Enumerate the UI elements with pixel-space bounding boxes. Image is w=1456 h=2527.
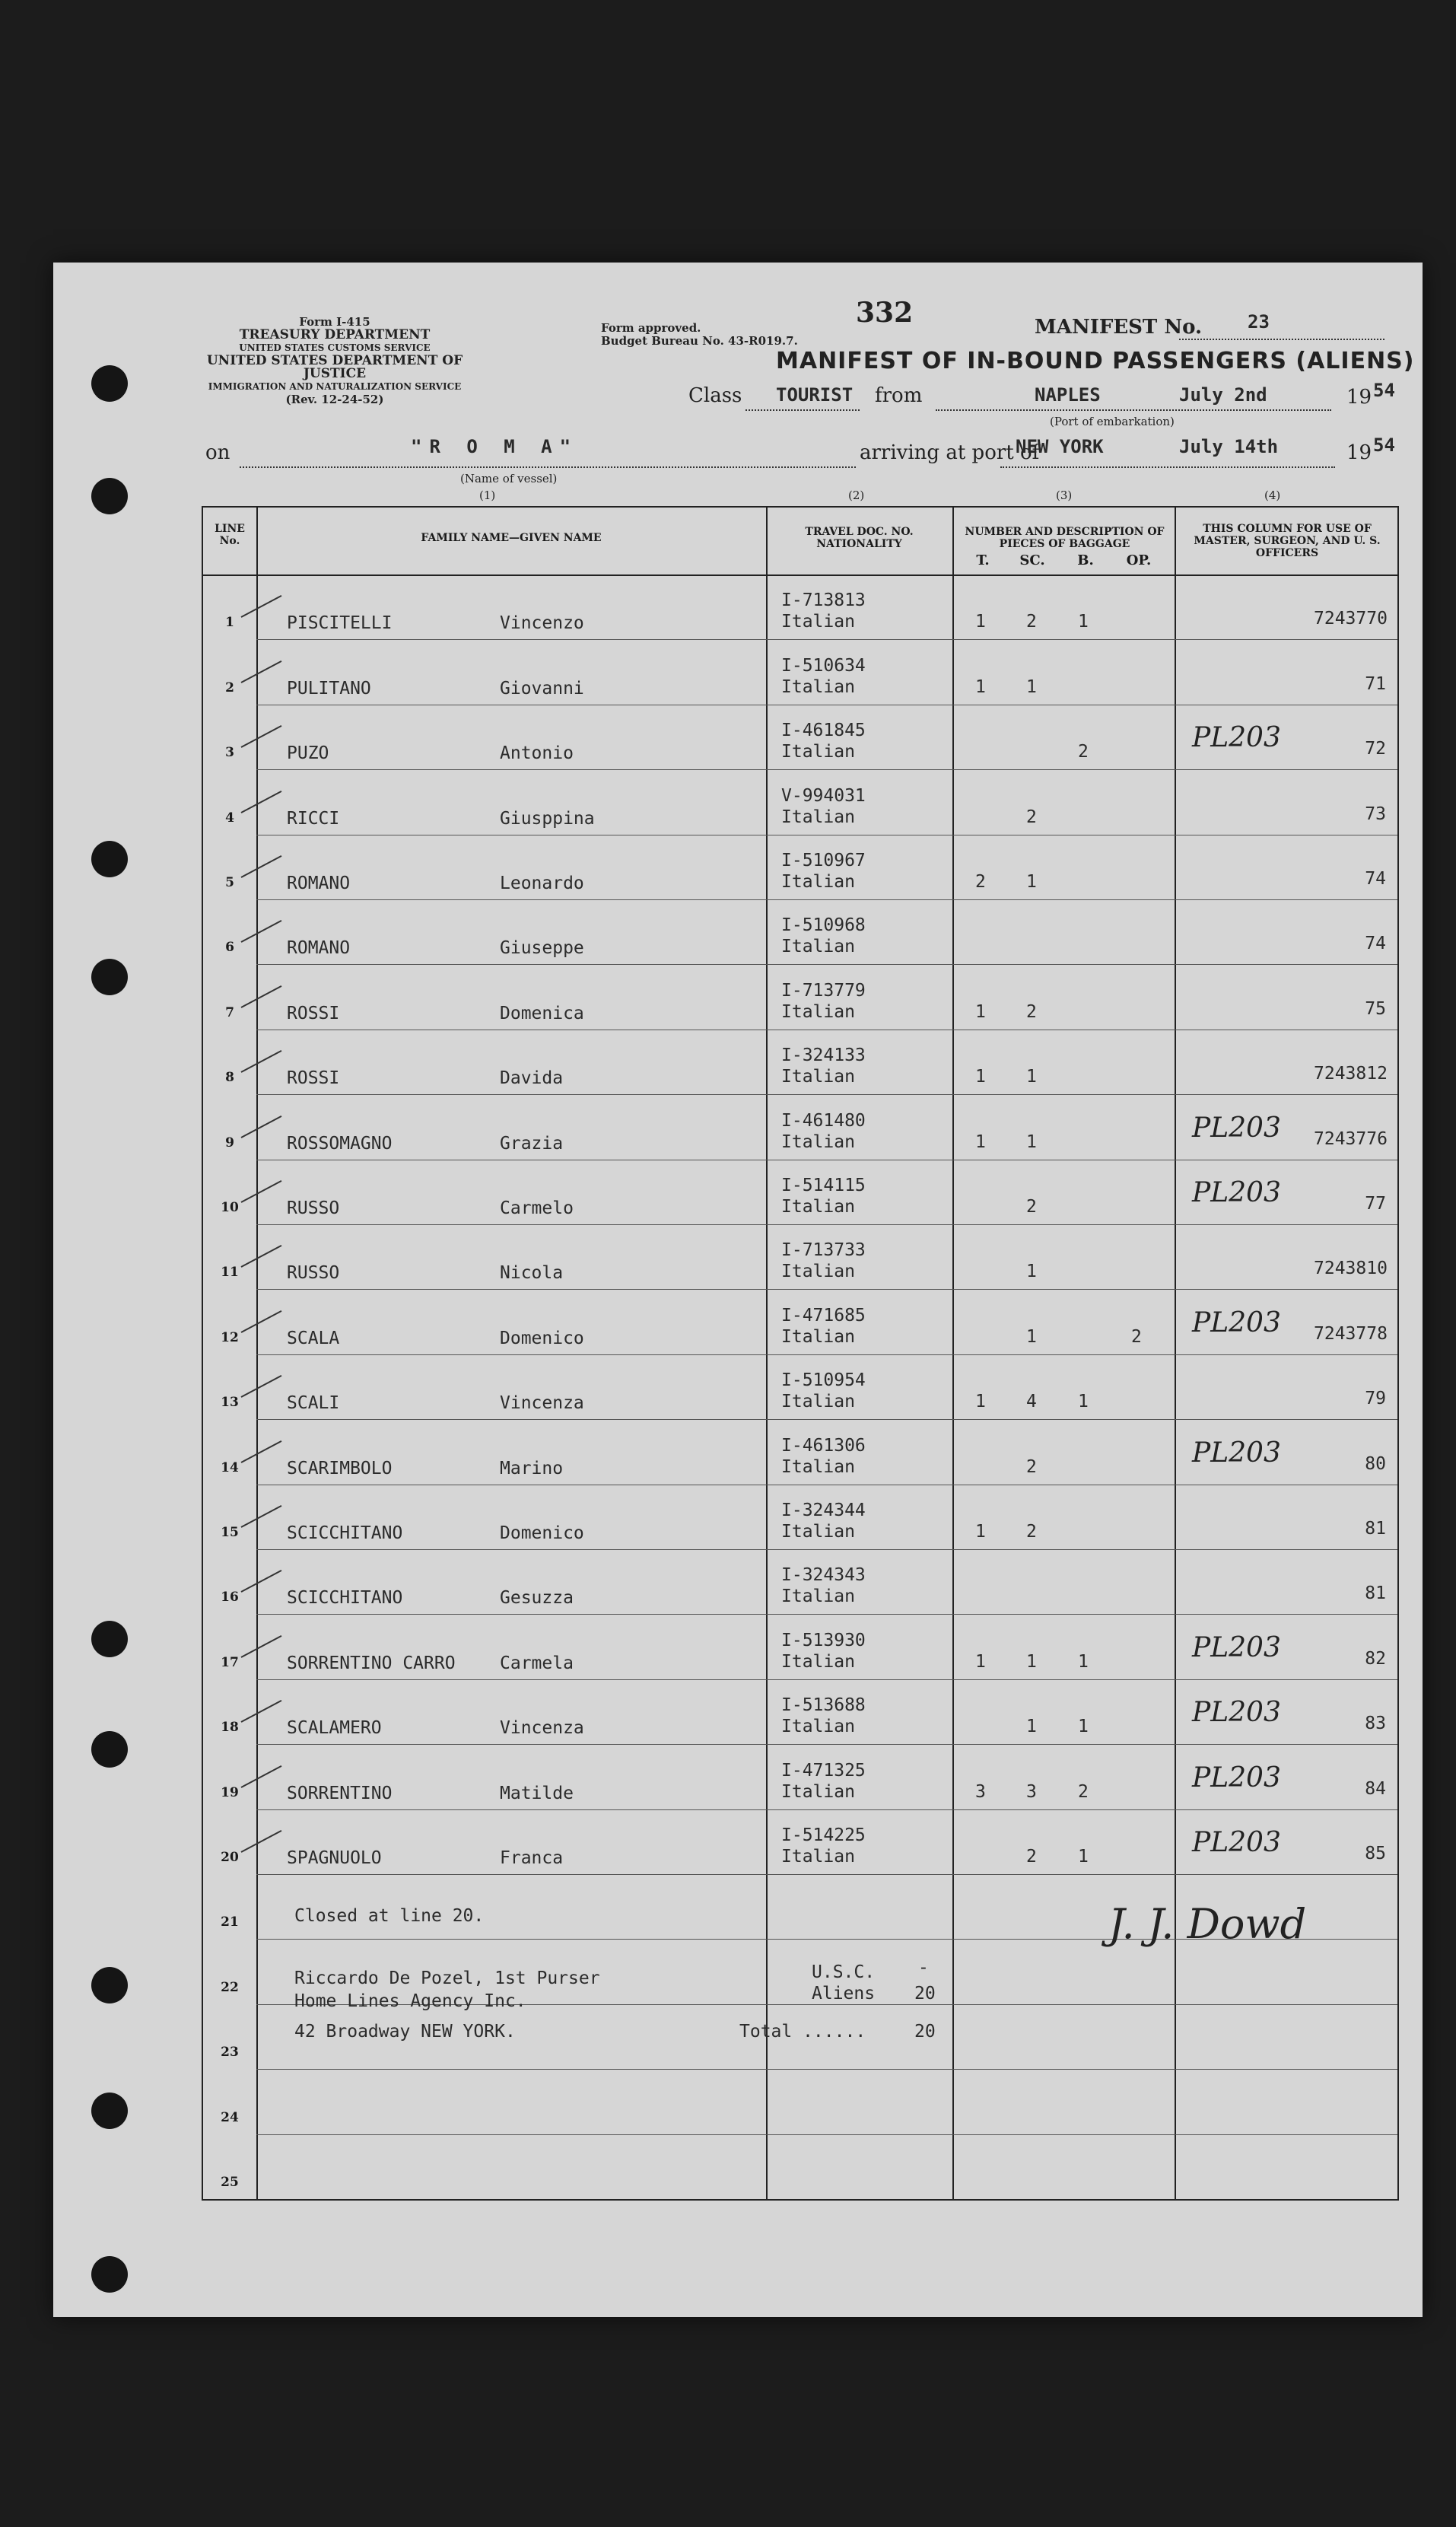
family-name: PULITANO (287, 678, 371, 699)
col-header-bag-sc: SC. (1019, 552, 1045, 568)
punch-hole (91, 1621, 128, 1657)
check-mark (241, 725, 282, 748)
baggage-b: 1 (1078, 1847, 1089, 1867)
given-name: Giovanni (500, 678, 584, 699)
given-name: Matilde (500, 1783, 574, 1803)
check-mark (241, 1050, 282, 1073)
family-name: RUSSO (287, 1263, 340, 1284)
travel-doc-no: I-514225 (781, 1825, 866, 1845)
col-number-2: (2) (848, 489, 865, 502)
travel-doc-no: I-324343 (781, 1565, 866, 1586)
row-divider (256, 1809, 1397, 1810)
check-mark (241, 1765, 282, 1788)
family-name: SCALI (287, 1393, 340, 1414)
travel-doc-no: I-461845 (781, 721, 866, 741)
given-name: Domenica (500, 1003, 584, 1023)
baggage-sc: 4 (1026, 1392, 1037, 1412)
baggage-t: 1 (975, 1131, 986, 1152)
family-name: ROSSOMAGNO (287, 1133, 393, 1154)
check-mark (241, 1440, 282, 1463)
travel-doc-no: I-461306 (781, 1435, 866, 1456)
agency-name: Home Lines Agency Inc. (294, 1991, 526, 2011)
line-number: 3 (225, 745, 234, 761)
nationality: Italian (781, 937, 855, 957)
nationality: Italian (781, 1717, 855, 1737)
officer-code: 75 (1365, 998, 1386, 1019)
row-divider (256, 1094, 1397, 1095)
manifest-no-label: MANIFEST No. (1035, 316, 1203, 339)
punch-hole (91, 2093, 128, 2129)
check-mark (241, 660, 282, 683)
nationality: Italian (781, 1001, 855, 1022)
row-divider (256, 1614, 1397, 1615)
line-number: 17 (221, 1654, 239, 1670)
travel-doc-no: V-994031 (781, 785, 866, 806)
family-name: SCICCHITANO (287, 1523, 403, 1543)
family-name: SCARIMBOLO (287, 1458, 393, 1478)
line-number: 8 (225, 1070, 234, 1086)
given-name: Franca (500, 1848, 564, 1868)
nationality: Italian (781, 1326, 855, 1347)
arrival-port: NEW YORK (1016, 436, 1104, 457)
officer-code: 73 (1365, 804, 1386, 824)
family-name: SPAGNUOLO (287, 1848, 382, 1868)
check-mark (241, 985, 282, 1008)
customs-service: UNITED STATES CUSTOMS SERVICE (239, 342, 431, 353)
col-header-bag-op: OP. (1126, 552, 1152, 568)
row-divider (256, 639, 1397, 640)
row-divider (256, 1744, 1397, 1745)
family-name: SORRENTINO (287, 1783, 393, 1803)
col-header-baggage: NUMBER AND DESCRIPTION OF PIECES OF BAGGAGE (965, 526, 1165, 550)
baggage-t: 1 (975, 1001, 986, 1022)
class-value: TOURIST (776, 384, 854, 406)
punch-hole (91, 1967, 128, 2003)
port-caption: (Port of embarkation) (1050, 415, 1175, 428)
family-name: RICCI (287, 808, 340, 829)
family-name: RUSSO (287, 1198, 340, 1218)
col-header-bag-b: B. (1077, 552, 1094, 568)
line-number: 18 (221, 1720, 239, 1736)
given-name: Davida (500, 1068, 564, 1089)
baggage-t: 1 (975, 1651, 986, 1672)
form-approved: Form approved. Budget Bureau No. 43-R019.7. (601, 321, 798, 348)
baggage-t: 3 (975, 1781, 986, 1802)
baggage-b: 1 (1078, 1392, 1089, 1412)
line-number: 5 (225, 875, 234, 890)
officer-mark: PL203 (1192, 1631, 1281, 1663)
baggage-sc: 2 (1026, 1001, 1037, 1022)
given-name: Vincenza (500, 1393, 584, 1414)
check-mark (241, 1700, 282, 1723)
form-number: Form I-415 (299, 315, 370, 329)
travel-doc-no: I-471325 (781, 1760, 866, 1781)
row-divider (256, 1549, 1397, 1550)
officer-code: 7243770 (1314, 609, 1388, 629)
given-name: Vincenza (500, 1718, 584, 1739)
nationality: Italian (781, 1067, 855, 1087)
line-number: 25 (221, 2175, 239, 2190)
travel-doc-no: I-510968 (781, 915, 866, 936)
on-label: on (205, 441, 230, 464)
baggage-sc: 2 (1026, 1456, 1037, 1477)
given-name: Marino (500, 1458, 564, 1478)
purser-name: Riccardo De Pozel, 1st Purser (294, 1968, 600, 1988)
check-mark (241, 855, 282, 878)
officer-code: 74 (1365, 934, 1386, 954)
arrival-date: July 14th (1179, 436, 1279, 457)
baggage-sc: 1 (1026, 1262, 1037, 1282)
officer-mark: PL203 (1192, 722, 1281, 754)
family-name: SORRENTINO CARRO (287, 1653, 456, 1673)
given-name: Giusppina (500, 808, 595, 829)
family-name: ROSSI (287, 1068, 340, 1089)
line-number: 10 (221, 1200, 239, 1215)
line-number: 6 (225, 940, 234, 956)
col-number-3: (3) (1056, 489, 1073, 502)
given-name: Vincenzo (500, 613, 584, 634)
line-number: 4 (225, 810, 234, 826)
travel-doc-no: I-713733 (781, 1240, 866, 1261)
row-divider (256, 1419, 1397, 1420)
baggage-sc: 2 (1026, 1197, 1037, 1217)
family-name: ROMANO (287, 874, 351, 893)
row-divider (256, 899, 1397, 900)
officer-code: 81 (1365, 1519, 1386, 1539)
row-divider (256, 2069, 1397, 2070)
baggage-t: 1 (975, 1067, 986, 1087)
baggage-sc: 2 (1026, 1522, 1037, 1542)
family-name: PISCITELLI (287, 613, 393, 634)
manifest-number: 23 (1248, 311, 1270, 333)
check-mark (241, 595, 282, 618)
punch-hole (91, 478, 128, 514)
baggage-t: 1 (975, 1392, 986, 1412)
baggage-t: 2 (975, 872, 986, 892)
closed-at-line: Closed at line 20. (294, 1906, 485, 1926)
officer-code: 83 (1365, 1714, 1386, 1734)
check-mark (241, 791, 282, 813)
form-revision: (Rev. 12-24-52) (285, 393, 384, 406)
check-mark (241, 1635, 282, 1658)
given-name: Antonio (500, 743, 574, 764)
nationality: Italian (781, 1522, 855, 1542)
row-divider (256, 1289, 1397, 1290)
check-mark (241, 1116, 282, 1138)
officer-code: 80 (1365, 1453, 1386, 1474)
check-mark (241, 1375, 282, 1398)
nationality: Italian (781, 1587, 855, 1607)
line-number: 7 (225, 1004, 234, 1020)
arrival-year-prefix: 19 (1346, 441, 1372, 464)
arrival-year: 54 (1373, 434, 1395, 456)
officer-code: 7243812 (1314, 1064, 1388, 1084)
line-number: 12 (221, 1329, 239, 1345)
total-value: 20 (914, 2022, 936, 2042)
from-port: NAPLES (1035, 384, 1101, 406)
officer-code: 71 (1365, 673, 1386, 694)
travel-doc-no: I-510967 (781, 851, 866, 870)
check-mark (241, 1570, 282, 1593)
col-number-4: (4) (1264, 489, 1281, 502)
officer-code: 84 (1365, 1778, 1386, 1799)
aliens-label: Aliens (812, 1984, 876, 2003)
row-divider (256, 964, 1397, 965)
nationality: Italian (781, 742, 855, 762)
row-divider (256, 1679, 1397, 1680)
line-number: 2 (225, 679, 234, 695)
line-number: 19 (221, 1784, 239, 1800)
baggage-b: 1 (1078, 1651, 1089, 1672)
vessel-caption: (Name of vessel) (460, 472, 558, 485)
travel-doc-no: I-510954 (781, 1370, 866, 1391)
aliens-value: 20 (914, 1984, 936, 2003)
officer-code: 77 (1365, 1194, 1386, 1214)
officer-code: 81 (1365, 1583, 1386, 1604)
nationality: Italian (781, 676, 855, 697)
baggage-sc: 1 (1026, 1326, 1037, 1347)
officer-mark: PL203 (1192, 1177, 1281, 1208)
nationality: Italian (781, 872, 855, 892)
baggage-sc: 1 (1026, 872, 1037, 892)
arriving-label: arriving at port of (860, 441, 1040, 464)
travel-doc-no: I-513688 (781, 1695, 866, 1716)
check-mark (241, 1310, 282, 1333)
nationality: Italian (781, 1131, 855, 1152)
officer-code: 7243778 (1314, 1323, 1388, 1344)
check-mark (241, 1505, 282, 1528)
baggage-sc: 1 (1026, 1067, 1037, 1087)
baggage-sc: 1 (1026, 1651, 1037, 1672)
baggage-b: 1 (1078, 612, 1089, 632)
officer-mark: PL203 (1192, 1827, 1281, 1858)
punch-hole (91, 1731, 128, 1768)
officer-code: 7243776 (1314, 1128, 1388, 1149)
line-number: 23 (221, 2045, 239, 2061)
nationality: Italian (781, 1392, 855, 1412)
officer-code: 7243810 (1314, 1259, 1388, 1279)
ins-service: IMMIGRATION AND NATURALIZATION SERVICE (208, 381, 462, 392)
nationality: Italian (781, 612, 855, 632)
officer-signature: J. J. Dowd (1108, 1900, 1307, 1948)
officer-mark: PL203 (1192, 1437, 1281, 1469)
nationality: Italian (781, 1262, 855, 1282)
line-number: 11 (221, 1265, 239, 1281)
col-header-line: LINE No. (215, 523, 245, 547)
baggage-sc: 1 (1026, 676, 1037, 697)
form-block (198, 316, 472, 406)
officer-code: 79 (1365, 1389, 1386, 1409)
punch-hole (91, 841, 128, 877)
given-name: Domenico (500, 1523, 584, 1543)
baggage-sc: 1 (1026, 1131, 1037, 1152)
usc-value: - (918, 1958, 929, 1978)
from-label: from (875, 384, 923, 407)
line-number: 13 (221, 1395, 239, 1411)
line-number: 15 (221, 1525, 239, 1540)
class-label: Class (688, 384, 742, 407)
nationality: Italian (781, 1781, 855, 1802)
usc-label: U.S.C. (812, 1962, 876, 1982)
check-mark (241, 1245, 282, 1268)
row-divider (256, 1354, 1397, 1355)
row-divider (256, 769, 1397, 770)
travel-doc-no: I-471685 (781, 1305, 866, 1326)
row-divider (256, 2134, 1397, 2135)
travel-doc-no: I-713779 (781, 980, 866, 1001)
baggage-sc: 2 (1026, 612, 1037, 632)
baggage-sc: 1 (1026, 1717, 1037, 1737)
justice-dept: UNITED STATES DEPARTMENT OF JUSTICE (206, 353, 463, 381)
travel-doc-no: I-324133 (781, 1045, 866, 1066)
row-divider (256, 1224, 1397, 1225)
travel-doc-no: I-510634 (781, 655, 866, 676)
given-name: Gesuzza (500, 1588, 574, 1609)
family-name: PUZO (287, 743, 329, 764)
col-number-1: (1) (479, 489, 496, 502)
vessel-name: "R O M A" (411, 436, 579, 457)
line-number: 14 (221, 1459, 239, 1475)
line-number: 24 (221, 2109, 239, 2125)
line-number: 22 (221, 1979, 239, 1995)
col-header-officers: THIS COLUMN FOR USE OF MASTER, SURGEON, AND U. S. OFFICERS (1194, 523, 1381, 559)
travel-doc-no: I-513930 (781, 1630, 866, 1650)
line-number: 1 (225, 615, 234, 631)
check-mark (241, 1180, 282, 1203)
punch-hole (91, 959, 128, 995)
nationality: Italian (781, 1847, 855, 1867)
travel-doc-no: I-713813 (781, 590, 866, 611)
line-number: 20 (221, 1850, 239, 1865)
baggage-sc: 2 (1026, 807, 1037, 827)
family-name: ROMANO (287, 938, 351, 959)
baggage-b: 2 (1078, 742, 1089, 762)
line-number: 9 (225, 1135, 234, 1151)
punch-hole (91, 365, 128, 402)
baggage-b: 2 (1078, 1781, 1089, 1802)
travel-doc-no: I-324344 (781, 1501, 866, 1520)
check-mark (241, 920, 282, 943)
treasury-dept: TREASURY DEPARTMENT (239, 327, 431, 342)
family-name: SCALA (287, 1328, 340, 1348)
travel-doc-no: I-461480 (781, 1110, 866, 1131)
baggage-t: 1 (975, 676, 986, 697)
given-name: Carmelo (500, 1198, 574, 1218)
from-year: 54 (1373, 380, 1395, 401)
given-name: Giuseppe (500, 938, 584, 959)
officer-mark: PL203 (1192, 1306, 1281, 1338)
line-number: 21 (221, 1914, 239, 1930)
officer-code: 82 (1365, 1648, 1386, 1669)
baggage-t: 1 (975, 612, 986, 632)
baggage-t: 1 (975, 1522, 986, 1542)
agency-address: 42 Broadway NEW YORK. (294, 2022, 516, 2042)
officer-mark: PL203 (1192, 1697, 1281, 1729)
given-name: Domenico (500, 1328, 584, 1348)
nationality: Italian (781, 807, 855, 827)
row-divider (256, 1874, 1397, 1875)
col-header-name: FAMILY NAME—GIVEN NAME (421, 532, 602, 544)
col-header-bag-t: T. (976, 552, 990, 568)
page-number: 332 (856, 297, 914, 329)
officer-mark: PL203 (1192, 1112, 1281, 1144)
baggage-b: 1 (1078, 1717, 1089, 1737)
travel-doc-no: I-514115 (781, 1176, 866, 1195)
baggage-sc: 2 (1026, 1847, 1037, 1867)
line-number: 16 (221, 1590, 239, 1606)
nationality: Italian (781, 1456, 855, 1477)
manifest-title: MANIFEST OF IN-BOUND PASSENGERS (ALIENS) (776, 348, 1415, 374)
family-name: ROSSI (287, 1003, 340, 1023)
officer-mark: PL203 (1192, 1762, 1281, 1793)
baggage-sc: 3 (1026, 1781, 1037, 1802)
given-name: Leonardo (500, 874, 584, 893)
punch-hole (91, 2256, 128, 2293)
nationality: Italian (781, 1651, 855, 1672)
officer-code: 85 (1365, 1844, 1386, 1863)
baggage-op: 2 (1131, 1326, 1142, 1347)
from-year-prefix: 19 (1346, 386, 1372, 409)
family-name: SCALAMERO (287, 1718, 382, 1739)
family-name: SCICCHITANO (287, 1588, 403, 1609)
given-name: Nicola (500, 1263, 564, 1284)
total-label: Total ...... (739, 2022, 866, 2042)
col-header-travel: TRAVEL DOC. NO. NATIONALITY (805, 526, 914, 550)
given-name: Carmela (500, 1653, 574, 1673)
from-date: July 2nd (1179, 384, 1267, 406)
officer-code: 72 (1365, 739, 1386, 759)
nationality: Italian (781, 1197, 855, 1217)
check-mark (241, 1830, 282, 1853)
officer-code: 74 (1365, 869, 1386, 889)
given-name: Grazia (500, 1133, 564, 1154)
manifest-table (202, 506, 1399, 2201)
manifest-sheet (53, 263, 1423, 2317)
